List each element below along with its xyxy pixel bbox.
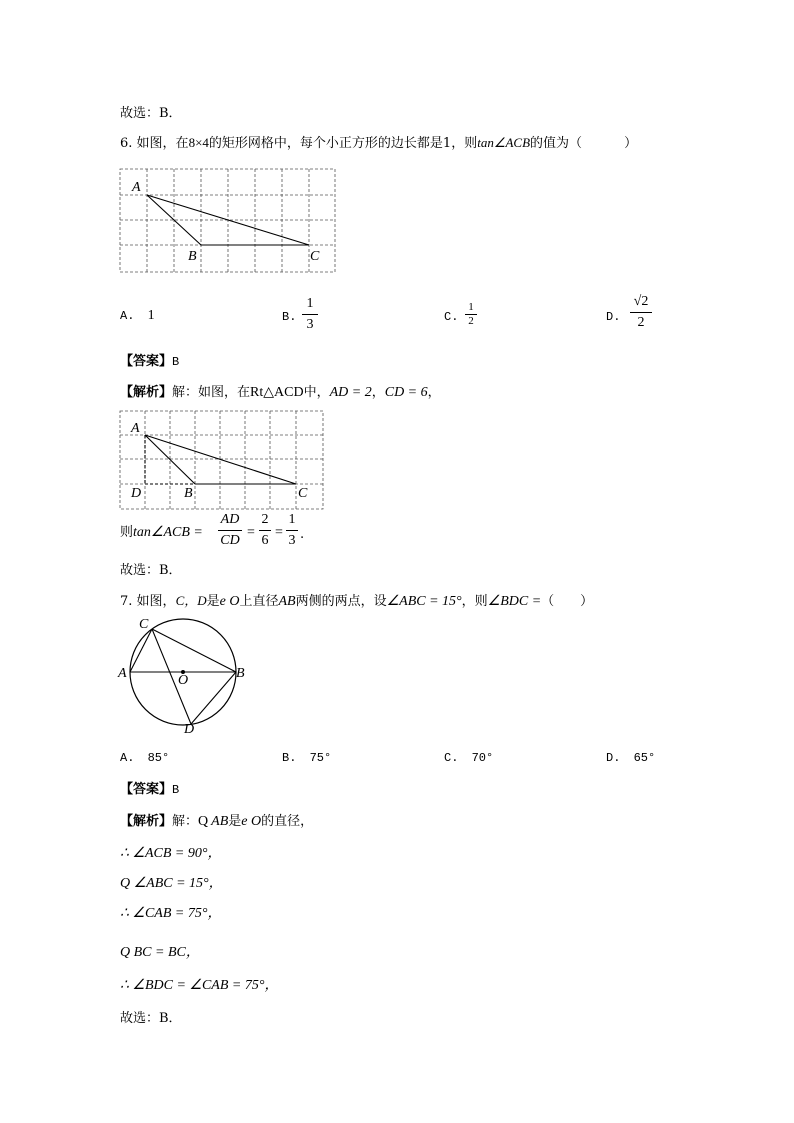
- q6-grid-figure: [110, 165, 350, 280]
- label-c: C: [139, 617, 149, 632]
- fraction-numerator: 1: [288, 512, 296, 527]
- option-value: 75°: [309, 751, 332, 765]
- option-letter: D.: [606, 751, 621, 765]
- q7-circle-figure: [115, 612, 255, 742]
- prev-conclusion: 故选：B．: [120, 106, 182, 121]
- answer-label: 【答案】: [120, 354, 173, 369]
- q7-option-b[interactable]: [282, 752, 331, 764]
- fraction-denominator: CD: [220, 533, 240, 548]
- label-a: A: [132, 180, 141, 195]
- q6-paren-close: ）: [624, 136, 638, 151]
- q7-option-c[interactable]: [444, 752, 493, 764]
- q7-answer: [120, 783, 179, 796]
- label-b: B: [188, 249, 197, 264]
- option-letter: B.: [282, 751, 297, 765]
- q7-ab: AB: [278, 594, 296, 609]
- fraction-numerator: AD: [220, 512, 240, 527]
- q7-analysis-line1: [120, 815, 313, 829]
- circle-o-text: e O: [241, 814, 262, 829]
- fraction-denominator: 6: [261, 533, 269, 548]
- option-value: 65°: [633, 751, 656, 765]
- q7-analysis-line3: Q ∠ABC = 15°，: [120, 876, 223, 891]
- analysis-label: 【解析】: [120, 385, 173, 400]
- fraction-numerator-sqrt: √2: [633, 294, 649, 309]
- label-a: A: [131, 421, 140, 436]
- q6-option-d-fraction: [630, 295, 652, 330]
- q7-analysis-line4: ∴ ∠CAB = 75°，: [120, 906, 222, 921]
- fraction-numerator: 2: [261, 512, 269, 527]
- end-dot: .: [300, 527, 305, 542]
- comma2: ，: [427, 385, 441, 400]
- option-letter: A.: [120, 309, 135, 323]
- option-value: 1: [147, 308, 155, 323]
- line1-mid: 是: [228, 814, 242, 829]
- ad-equation: AD = 2: [329, 385, 372, 400]
- label-o: O: [178, 673, 189, 688]
- q7-analysis-line6: ∴ ∠BDC = ∠CAB = 75°，: [120, 978, 279, 993]
- option-value: 70°: [471, 751, 494, 765]
- cd-equation: CD = 6: [384, 385, 428, 400]
- in-text: 中，: [303, 385, 330, 400]
- q6-option-c-fraction: [465, 302, 477, 327]
- q7-stem-mid3: 两侧的两点，设: [295, 594, 387, 609]
- label-b: B: [184, 486, 193, 501]
- option-value: 85°: [147, 751, 170, 765]
- q7-option-d[interactable]: [606, 752, 655, 764]
- q6-option-b-fraction: [302, 297, 318, 332]
- fraction-denominator: 2: [468, 315, 474, 327]
- answer-value: B: [172, 355, 180, 369]
- fraction-denominator: 2: [637, 315, 645, 330]
- q6-number: 6.: [120, 136, 133, 151]
- q7-analysis-line5: Q BC = BC，: [120, 945, 200, 960]
- frac-2-6: [259, 513, 271, 548]
- q7-option-a[interactable]: [120, 752, 169, 764]
- label-c: C: [310, 249, 320, 264]
- q7-stem: [120, 594, 593, 609]
- label-b: B: [236, 666, 245, 681]
- q6-option-a[interactable]: [120, 309, 155, 323]
- fraction-denominator: 3: [288, 533, 296, 548]
- label-c: C: [298, 486, 308, 501]
- q6-conclusion: 故选：B．: [120, 563, 182, 578]
- q6-analysis-figure: [110, 408, 335, 516]
- q6-answer: [120, 355, 179, 368]
- q7-stem-mid2: 上直径: [239, 594, 279, 609]
- q7-conclusion: 故选：B．: [120, 1011, 182, 1026]
- q6-stem-mid: 的矩形网格中，每个小正方形的边长都是: [208, 136, 443, 151]
- q7-angle-abc: ∠ABC = 15°: [386, 594, 462, 609]
- q6-stem-post: 的值为（: [530, 136, 583, 151]
- q7-stem-pre: 如图，: [136, 594, 176, 609]
- q6-tan-equation-prefix: [120, 526, 203, 540]
- q7-angle-bdc: ∠BDC =: [487, 594, 542, 609]
- q7-stem-mid: 是: [206, 594, 220, 609]
- analysis-intro: 解：如图，在: [172, 385, 251, 400]
- tan-lhs: tan∠ACB =: [133, 525, 203, 540]
- answer-value: B: [172, 783, 180, 797]
- grid-lines: [120, 169, 335, 272]
- q6-option-b-letter[interactable]: B.: [282, 310, 297, 324]
- q6-stem-pre: 如图，在: [136, 136, 189, 151]
- comma: ，: [371, 385, 385, 400]
- q7-circle-o: e O: [219, 594, 240, 609]
- q6-analysis: [120, 386, 441, 400]
- option-letter: C.: [444, 751, 459, 765]
- q7-stem-mid4: ，则: [461, 594, 488, 609]
- q6-grid-expr: 8×4: [188, 135, 209, 150]
- label-d: D: [184, 722, 195, 737]
- frac-ad-cd: [218, 513, 242, 548]
- rt-triangle: Rt△ACD: [250, 385, 304, 400]
- ab-text: AB: [211, 814, 229, 829]
- equals-1: =: [247, 525, 255, 540]
- q7-paren: （ ）: [541, 594, 594, 609]
- option-letter: A.: [120, 751, 135, 765]
- then-text: 则: [120, 525, 134, 540]
- fraction-denominator: 3: [306, 317, 314, 332]
- because-symbol: Q: [198, 814, 209, 829]
- q6-tan-expr: tan∠ACB: [477, 135, 531, 150]
- q6-option-d-letter[interactable]: D.: [606, 310, 621, 324]
- frac-1-3: [286, 513, 298, 548]
- analysis-label: 【解析】: [120, 814, 173, 829]
- analysis-intro: 解：: [172, 814, 199, 829]
- label-d: D: [131, 486, 142, 501]
- q6-stem: [120, 136, 637, 150]
- q6-unit: 1: [442, 136, 452, 151]
- equals-2: =: [275, 525, 283, 540]
- fraction-numerator: 1: [468, 301, 474, 313]
- line1-end: 的直径，: [261, 814, 314, 829]
- q6-option-c-letter[interactable]: C.: [444, 310, 459, 324]
- triangle-abc: [145, 435, 296, 484]
- q7-cd-letters: C，D: [175, 593, 207, 608]
- q7-number: 7.: [120, 594, 133, 609]
- fraction-numerator: 1: [306, 296, 314, 311]
- q6-stem-mid2: ，则: [451, 136, 478, 151]
- q7-analysis-line2: ∴ ∠ACB = 90°，: [120, 846, 222, 861]
- answer-label: 【答案】: [120, 782, 173, 797]
- label-a: A: [118, 666, 127, 681]
